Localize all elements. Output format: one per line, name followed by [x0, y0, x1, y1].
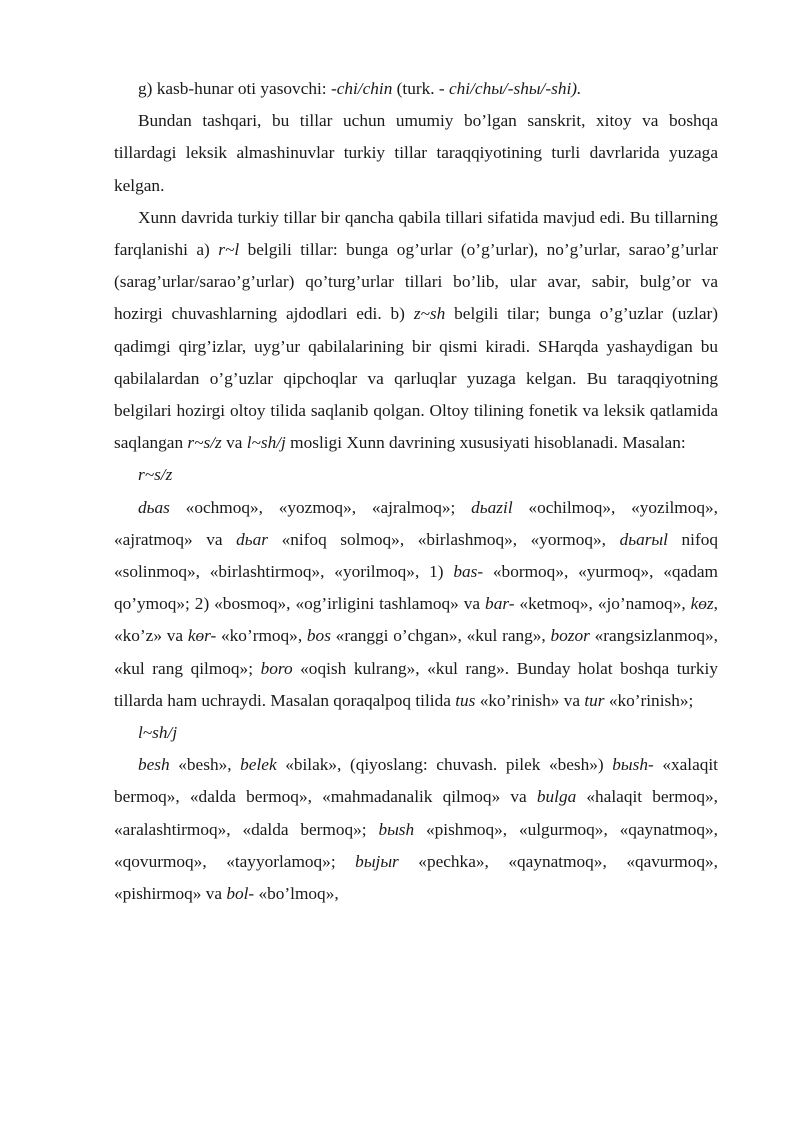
text-run: «pechka», «qaynatmoq», «qavurmoq», «pishirmoq» va: [114, 851, 718, 904]
italic-term: bol-: [226, 884, 255, 904]
italic-term: dьar: [236, 529, 269, 549]
text-run: «halaqit bermoq», «aralashtirmoq», «dalda bermoq»;: [114, 787, 718, 839]
text-run: «oqish kulrang», «kul rang». Bunday holat boshqa turkiy tillarda ham uchraydi. Masalan qoraqalpoq tilida: [114, 658, 718, 710]
italic-term: r~s/z: [187, 433, 222, 453]
text-run: «ko’rinish» va: [475, 690, 585, 710]
italic-term: kөz: [690, 594, 714, 614]
text-run: «bormoq», «yurmoq», «qadam qo’ymoq»; 2) «bosmoq», «og’irligini tashlamoq» va: [114, 562, 719, 614]
paragraph-xunn-period: [114, 202, 718, 460]
text-run: «bilak», (qiyoslang: chuvash. pilek «besh»): [276, 755, 613, 775]
text-run: belgili tillar: bunga og’urlar (o’g’urlar), no’g’urlar, sarao’g’urlar (sarag’urlar/sarao’g’urlar) qo’turg’urlar tillari bo’lib, ular avar, sabir, bulg’or va hozirgi chuvashlarning ajdodlari edi. b): [114, 240, 718, 324]
paragraph-r-s-z-examples: [114, 492, 718, 717]
italic-term: bыsh-: [612, 755, 654, 775]
italic-term: r~s/z: [138, 465, 173, 485]
italic-term: -chi/chin: [330, 79, 393, 98]
italic-term: z~sh: [413, 304, 446, 324]
text-run: (turk. -: [392, 79, 449, 98]
italic-term: l~sh/j: [138, 723, 178, 743]
italic-term: bos: [306, 626, 331, 646]
text-run: «besh»,: [169, 755, 241, 775]
paragraph-l-sh-j-examples: [114, 749, 718, 910]
italic-term: tur: [584, 690, 605, 710]
italic-term: bozor: [550, 626, 590, 646]
italic-term: dьarыl: [619, 529, 668, 549]
text-run: «ko’rinish»;: [604, 690, 694, 710]
italic-term: kөr-: [187, 626, 217, 646]
document-page: [114, 73, 718, 910]
text-run: nifoq «solinmoq», «birlashtirmoq», «yorilmoq», 1): [114, 529, 718, 582]
text-run: g) kasb-hunar oti yasovchi:: [138, 79, 331, 98]
text-run: «ranggi o’chgan», «kul rang»,: [330, 626, 551, 646]
italic-term: bas-: [453, 562, 484, 582]
italic-term: boro: [260, 658, 293, 678]
italic-term: tus: [455, 690, 476, 710]
correspondence-label-r-s-z: [114, 459, 718, 491]
text-run: «ochmoq», «yozmoq», «ajralmoq»;: [169, 497, 472, 517]
italic-term: l~sh/j: [246, 433, 286, 453]
text-run: «pishmoq», «ulgurmoq», «qaynatmoq», «qovurmoq», «tayyorlamoq»;: [114, 819, 718, 871]
text-run: «xalaqit bermoq», «dalda bermoq», «mahmadanalik qilmoq» va: [114, 755, 718, 807]
text-run: «bo’lmoq»,: [254, 884, 339, 904]
text-run: mosligi Xunn davrining xususiyati hisoblanadi. Masalan:: [285, 433, 686, 453]
text-run: «rangsizlanmoq», «kul rang qilmoq»;: [114, 626, 718, 678]
italic-term: bыsh: [378, 819, 415, 839]
text-run: «ketmoq», «jo’namoq»,: [514, 594, 691, 614]
italic-term: bulga: [536, 787, 577, 807]
text-run: Bundan tashqari, bu tillar uchun umumiy bo’lgan sanskrit, xitoy va boshqa tillardagi leksik almashinuvlar turkiy tillar taraqqiyotining turli davrlarida yuzaga kelgan.: [114, 111, 718, 195]
text-run: «ko’rmoq»,: [216, 626, 307, 646]
italic-term: dьazil: [471, 497, 513, 517]
italic-term: bar-: [485, 594, 515, 614]
italic-term: belek: [240, 755, 277, 775]
italic-term: chi/chы/-shы/-shi).: [449, 79, 582, 98]
text-run: va: [221, 433, 247, 453]
italic-term: besh: [138, 755, 170, 775]
text-run: «ochilmoq», «yozilmoq», «ajratmoq» va: [114, 497, 718, 549]
text-run: «nifoq solmoq», «birlashmoq», «yormoq»,: [268, 529, 620, 549]
italic-term: bыjыr: [355, 851, 399, 871]
text-run: , «ko’z» va: [114, 594, 718, 646]
paragraph-lexical-borrowings: [114, 105, 718, 202]
text-run: Xunn davrida turkiy tillar bir qancha qabila tillari sifatida mavjud edi. Bu tillarning farqlanishi a): [114, 207, 718, 260]
correspondence-label-l-sh-j: [114, 717, 718, 749]
italic-term: dьas: [138, 497, 170, 517]
italic-term: r~l: [218, 240, 240, 260]
paragraph-suffix-chi: [114, 73, 718, 105]
text-run: belgili tilar; bunga o’g’uzlar (uzlar) qadimgi qirg’izlar, uyg’ur qabilalarining bir qismi kiradi. SHarqda yashaydigan bu qabilalardan o’g’uzlar qipchoqlar va qarluqlar yuzaga kelgan. Bu taraqqiyotning belgilari hozirgi oltoy tilida saqlanib qolgan. Oltoy tilining fonetik va leksik qatlamida saqlangan: [114, 304, 718, 453]
